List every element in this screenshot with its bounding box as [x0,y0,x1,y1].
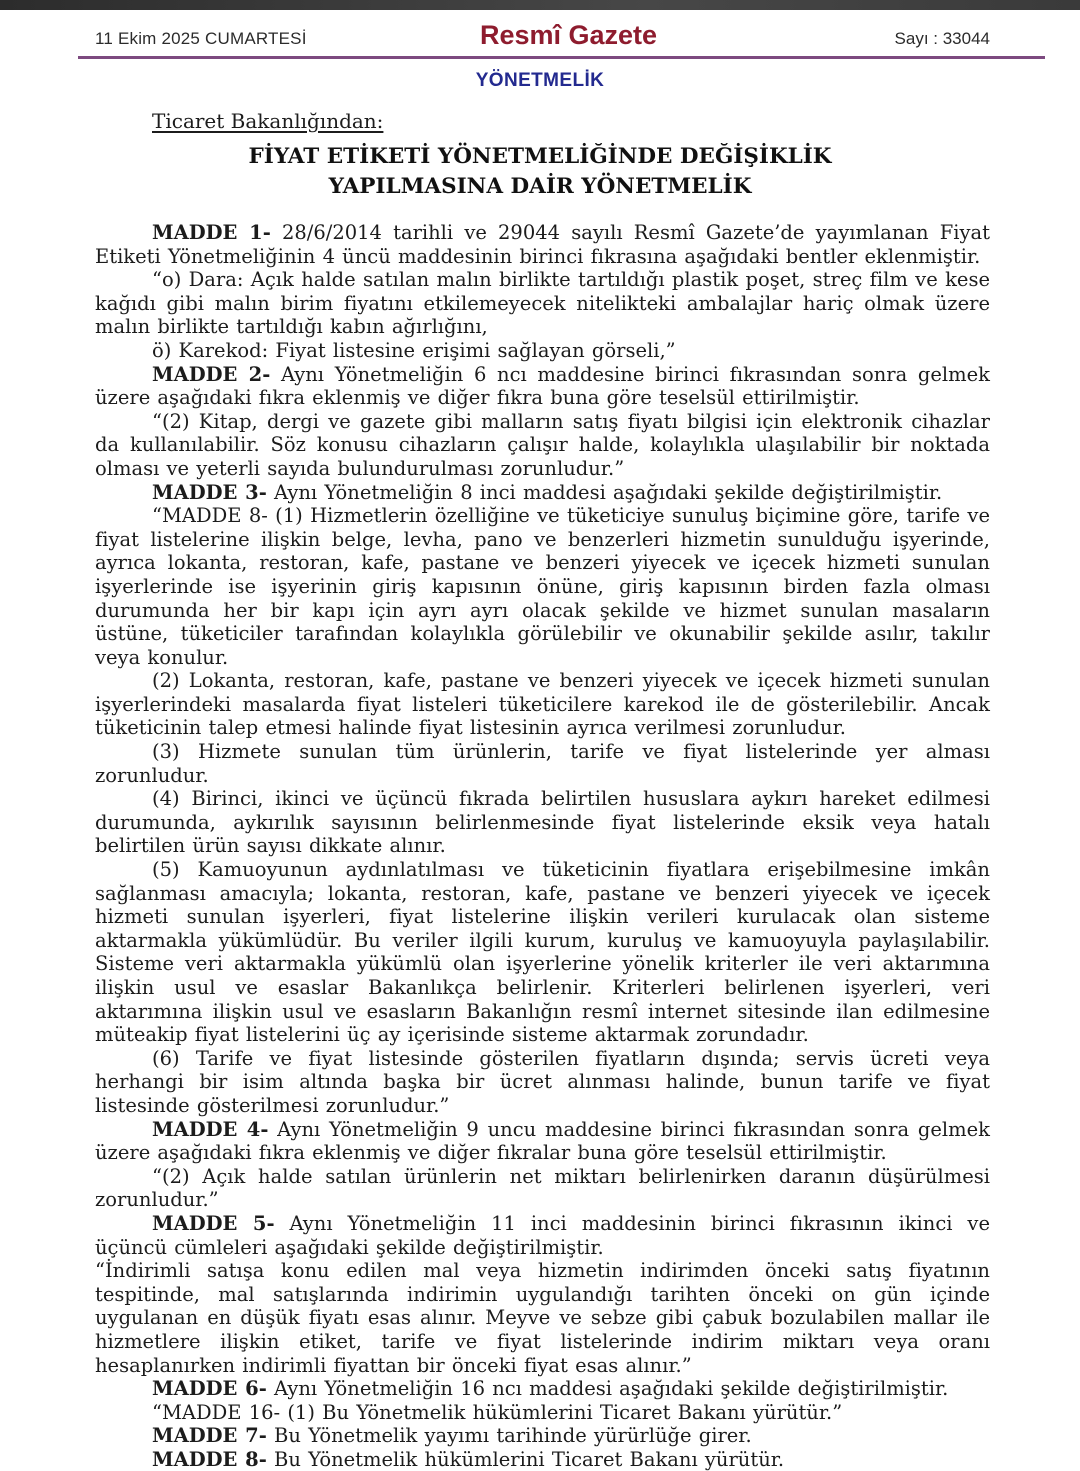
paragraph [95,363,990,410]
masthead-title: Resmî Gazete [479,20,658,50]
paragraph-text: Aynı Yönetmeliğin 9 uncu maddesine birinci fıkrasından sonra gelmek üzere aşağıdaki fıkra eklenmiş ve diğer fıkralar buna göre teselsül ettirilmiştir. [95,1117,990,1165]
paragraph-text: Aynı Yönetmeliğin 6 ncı maddesine birinci fıkrasından sonra gelmek üzere aşağıdaki fıkra eklenmiş ve diğer fıkra buna göre teselsül ettirilmiştir. [95,362,990,410]
paragraph [95,1259,990,1377]
paragraph-text: (3) Hizmete sunulan tüm ürünlerin, tarife ve fiyat listelerinde yer alması zorunludur. [95,740,990,787]
masthead-issue-number: Sayı : 33044 [894,29,990,48]
article-label: MADDE 7- [152,1424,267,1448]
paragraph [95,787,990,858]
paragraph-text: Aynı Yönetmeliğin 11 inci maddesinin birinci fıkrasının ikinci ve üçüncü cümleleri aşağıdaki şekilde değiştirilmiştir. [95,1211,990,1259]
paragraph-text: “o) Dara: Açık halde satılan malın birlikte tartıldığı plastik poşet, streç film ve kese kağıdı gibi malın birim fiyatını etkilemeyecek nitelikteki ambalajlar hariç olmak üzere malın birlikte tartıldığı kabın ağırlığını, [95,268,990,339]
paragraph [95,1047,990,1118]
paragraph [95,1212,990,1259]
paragraph-text: “MADDE 8- (1) Hizmetlerin özelliğine ve tüketiciye sunuluş biçimine göre, tarife ve fiyat listelerine ilişkin belge, levha, pano ve benzerleri hizmetin sunulduğu işyerinde, ayrıca lokanta, restoran, kafe, pastane ve benzeri yiyecek ve içecek hizmeti sunulan işyerlerinde ise işyerinin giriş kapısının önüne, giriş kapısının birden fazla olması durumunda her bir kapı için ayrı ayrı olacak şekilde ve hizmet sunulan masaların üstüne, tüketiciler tarafından kolaylıkla görülebilir ve okunabilir şekilde asılır, takılır veya konulur. [95,504,990,669]
paragraph [95,410,990,481]
paragraph-text: “(2) Açık halde satılan ürünlerin net miktarı belirlenirken daranın düşürülmesi zorunludur.” [95,1164,990,1212]
masthead-date: 11 Ekim 2025 CUMARTESİ [95,29,307,48]
paragraph-text: (2) Lokanta, restoran, kafe, pastane ve benzeri yiyecek ve içecek hizmeti sunulan işyerlerindeki masalarda fiyat listeleri tüketicilere karekod ile de gösterilebilir. Ancak tüketicinin talep etmesi halinde fiyat listesinin ayrıca verilmesi zorunludur. [95,669,990,740]
paragraph [95,858,990,1047]
article-label: MADDE 5- [152,1211,275,1235]
paragraph [95,1448,990,1471]
paragraph [95,740,990,787]
paragraph [95,268,990,339]
issuing-authority: Ticaret Bakanlığından: [152,109,384,133]
paragraph [95,669,990,740]
paragraph [95,221,990,268]
scan-edge-artifact [0,0,1080,10]
paragraph-text: Bu Yönetmelik yayımı tarihinde yürürlüğe girer. [266,1424,752,1448]
paragraph-text: “İndirimli satışa konu edilen mal veya hizmetin indirimden önceki satış fiyatının tespitinde, mal satışlarında indirimin uygulandığı tarihten önceki on gün içinde uygulanan en düşük fiyatı esas alınır. Meyve ve sebze gibi çabuk bozulabilen mallar ile hizmetlere ilişkin etiket, tarife ve fiyat listelerinde indirim miktarı veya oranı hesaplanırken indirimli fiyattan bir önceki fiyat esas alınır.” [95,1259,990,1377]
paragraph-text: “(2) Kitap, dergi ve gazete gibi malların satış fiyatı bilgisi için elektronik cihazlar da kullanılabilir. Söz konusu cihazların çalışır halde, kolaylıkla ulaşılabilir bir noktada olması ve yeterli sayıda bulundurulması zorunludur.” [95,409,990,480]
paragraph-text: Aynı Yönetmeliğin 8 inci maddesi aşağıdaki şekilde değiştirilmiştir. [266,480,943,504]
paragraph [95,1377,990,1401]
regulation-title-line2: YAPILMASINA DAİR YÖNETMELİK [328,174,752,199]
masthead-rule [78,56,1045,59]
regulation-title-line1: FİYAT ETİKETİ YÖNETMELİĞİNDE DEĞİŞİKLİK [248,144,832,169]
paragraph-text: (4) Birinci, ikinci ve üçüncü fıkrada belirtilen hususlara aykırı hareket edilmesi durumunda, aykırılık sayısının belirlenmesinde fiyat listelerinde eksik veya hatalı belirtilen ürün sayısı dikkate alınır. [95,787,990,858]
paragraph [95,1401,990,1425]
paragraph-text: 28/6/2014 tarihli ve 29044 sayılı Resmî Gazete’de yayımlanan Fiyat Etiketi Yönetmeliğinin 4 üncü maddesinin birinci fıkrasına aşağıdaki bentler eklenmiştir. [95,221,990,268]
paragraph [95,1424,990,1448]
article-label: MADDE 8- [152,1447,267,1471]
article-label: MADDE 1- [152,221,271,244]
article-label: MADDE 4- [152,1117,269,1141]
paragraph [95,1118,990,1165]
paragraph-text: Aynı Yönetmeliğin 16 ncı maddesi aşağıdaki şekilde değiştirilmiştir. [266,1377,949,1401]
article-label: MADDE 6- [152,1377,267,1401]
paragraph-text: (6) Tarife ve fiyat listesinde gösterilen fiyatların dışında; servis ücreti veya herhangi bir isim altında başka bir ücret alınması halinde, bunun tarife ve fiyat listesinde gösterilmesi zorunludur.” [95,1046,990,1117]
section-heading: YÖNETMELİK [475,70,605,91]
paragraph [95,504,990,669]
paragraph-text: (5) Kamuoyunun aydınlatılması ve tüketicinin fiyatlara erişebilmesine imkân sağlanması amacıyla; lokanta, restoran, kafe, pastane ve benzeri yiyecek ve içecek hizmeti sunulan işyerleri, fiyat listelerine ilişkin verileri kurulacak olan sisteme aktarmakla yükümlüdür. Bu veriler ilgili kurum, kuruluş ve kamuoyuyla paylaşılabilir. Sisteme veri aktarmakla yükümlü olan işyerlerine yönelik kriterler ile veri aktarımına ilişkin usul ve esaslar Bakanlıkça belirlenir. Kriterleri belirlenen işyerleri, veri aktarımına ilişkin usul ve esasların Bakanlığın resmî internet sitesinde ilan edilmesine müteakip fiyat listelerini üç ay içerisinde sisteme aktarmak zorundadır. [95,858,990,1047]
paragraph [95,339,990,363]
paragraph-text: ö) Karekod: Fiyat listesine erişimi sağlayan görseli,” [152,338,676,362]
paragraph [95,1165,990,1212]
paragraph-text: “MADDE 16- (1) Bu Yönetmelik hükümlerini Ticaret Bakanı yürütür.” [152,1400,843,1424]
paragraph-text: Bu Yönetmelik hükümlerini Ticaret Bakanı yürütür. [266,1447,785,1471]
regulation-body [95,221,990,1471]
regulation-title [0,142,1080,202]
article-label: MADDE 2- [152,362,271,386]
paragraph [95,481,990,505]
article-label: MADDE 3- [152,480,267,504]
